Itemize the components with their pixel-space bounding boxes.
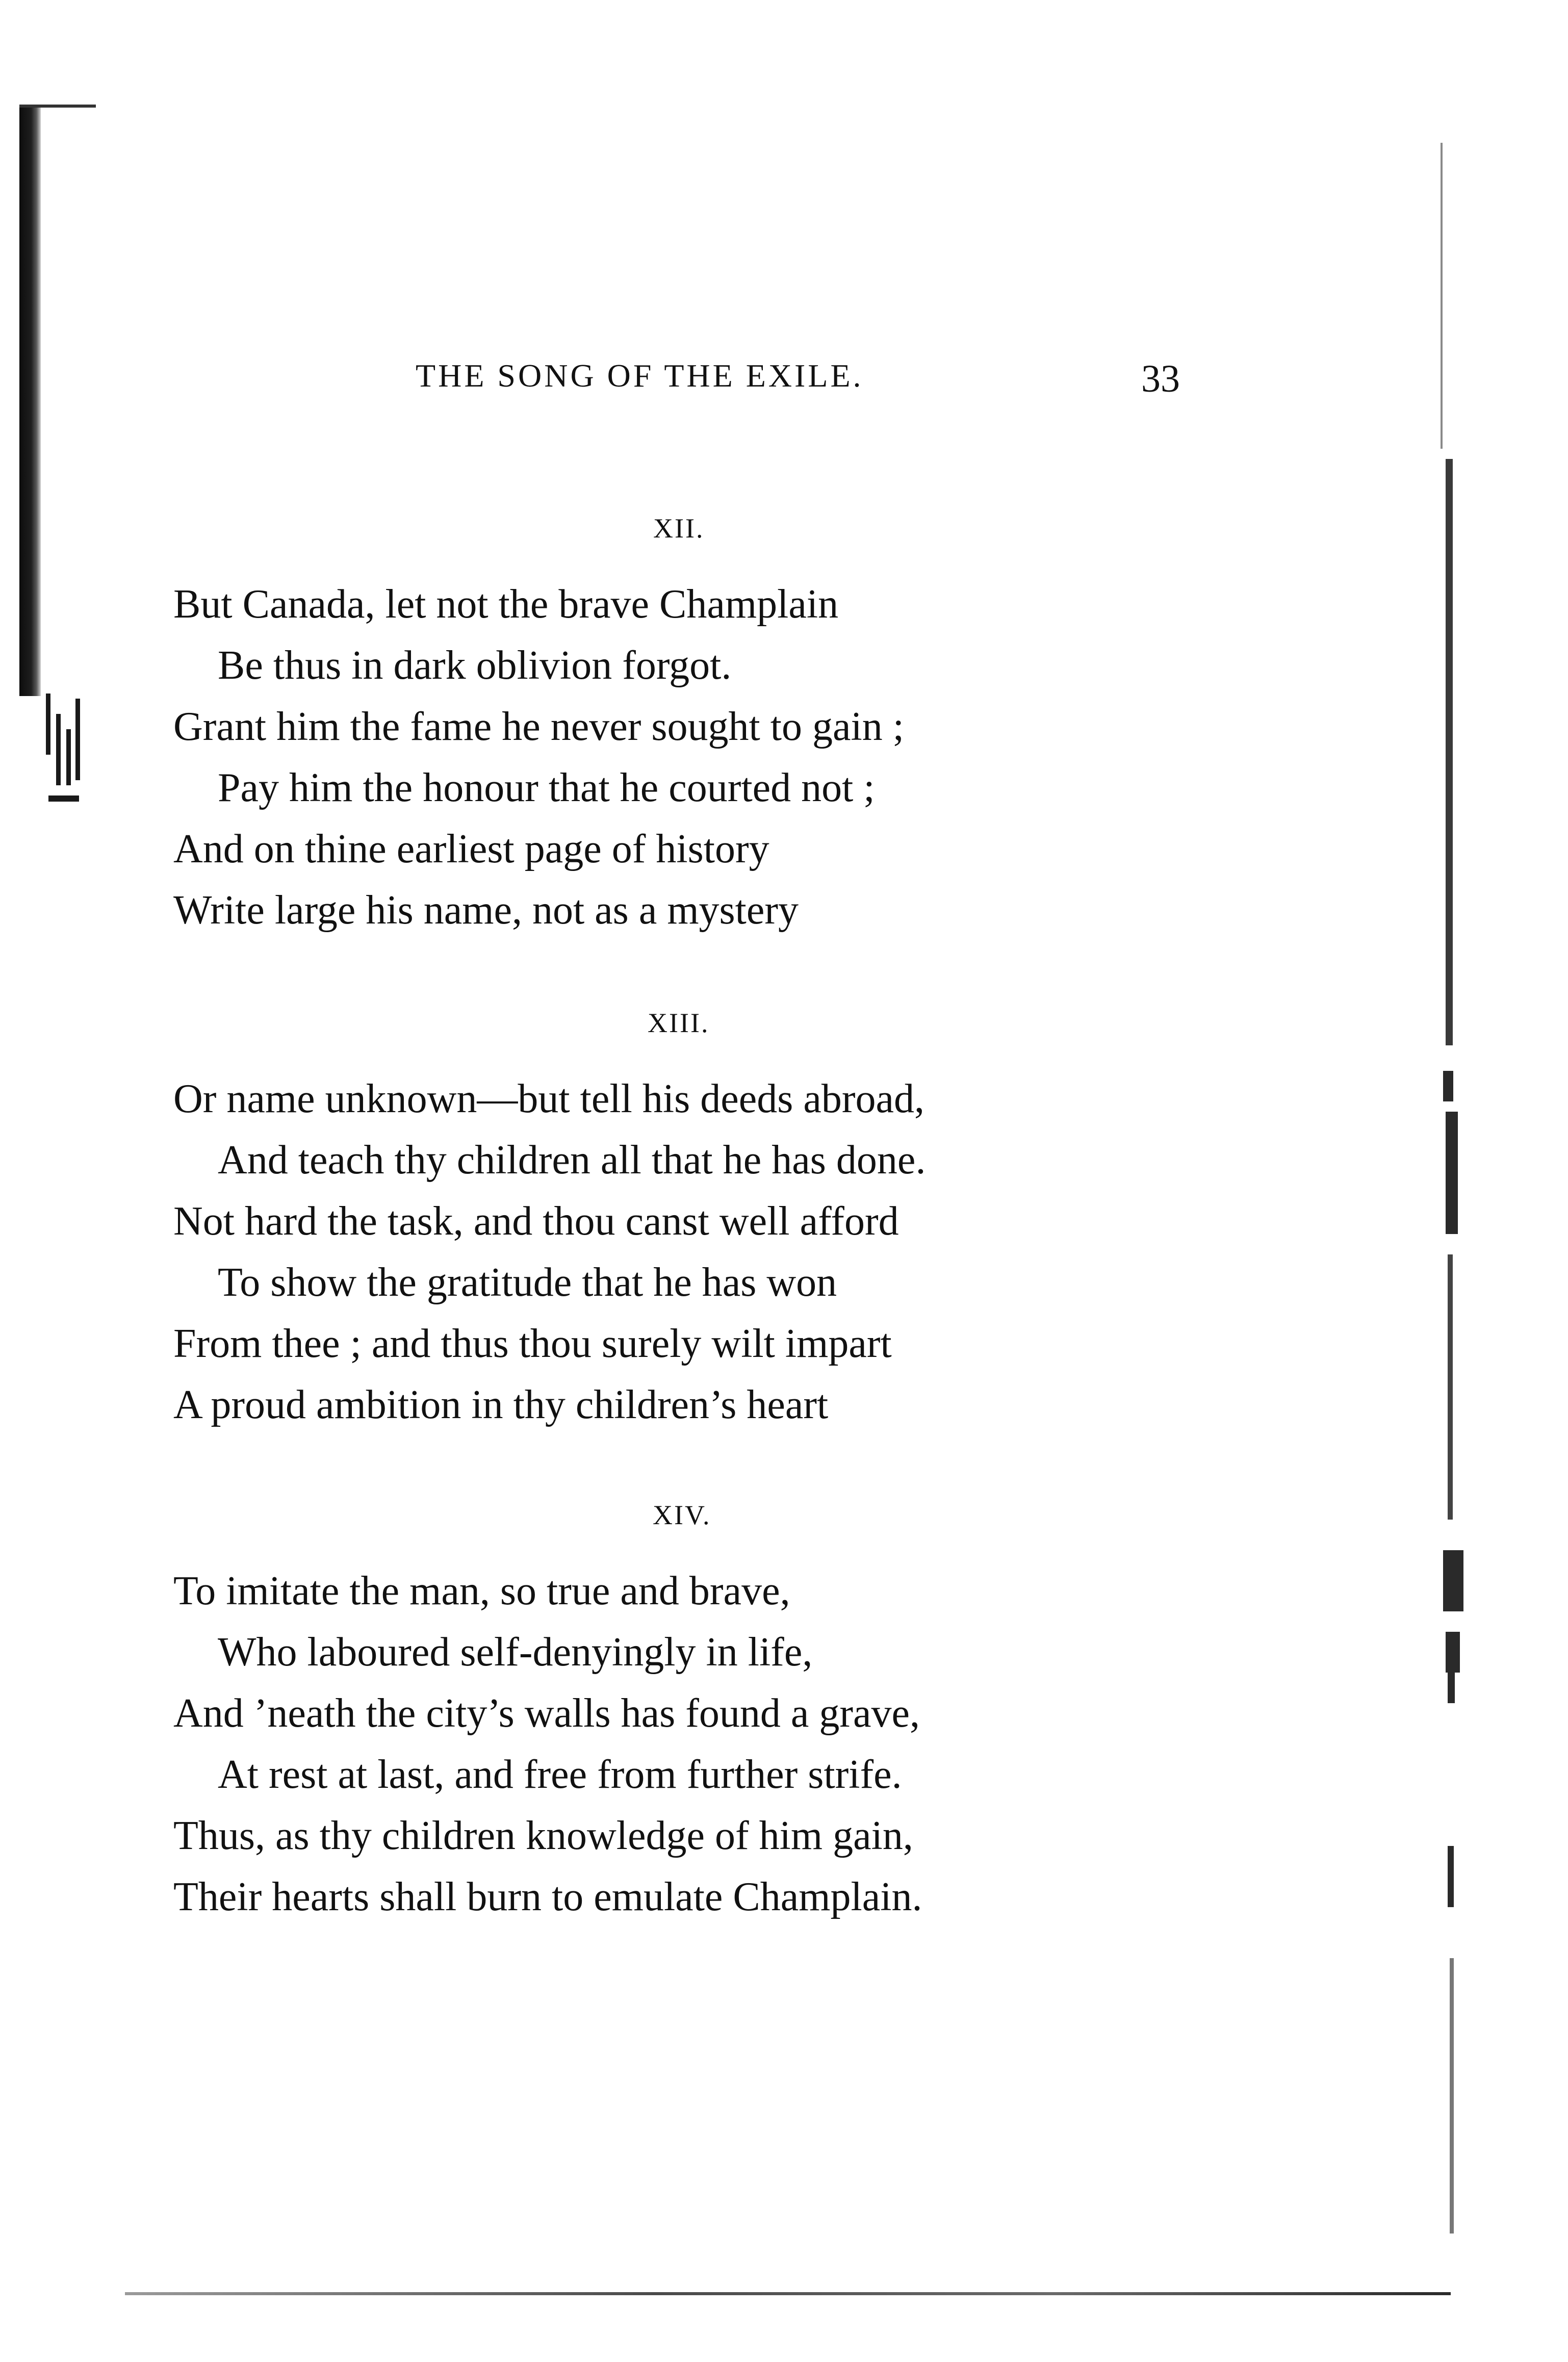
verse-line: Write large his name, not as a mystery <box>173 888 799 933</box>
verse-line: Who laboured self-denyingly in life, <box>218 1630 813 1675</box>
verse-line: A proud ambition in thy children’s heart <box>173 1382 829 1427</box>
verse-line: Their hearts shall burn to emulate Champlain. <box>173 1875 922 1919</box>
verse-line: And ’neath the city’s walls has found a grave, <box>173 1691 920 1736</box>
verse-line: Pay him the honour that he courted not ; <box>218 765 875 810</box>
stanza-numeral: XII. <box>653 513 705 544</box>
binding-shadow <box>19 105 41 696</box>
stanza-numeral: XIII. <box>648 1008 710 1038</box>
stanza-numeral: XIV. <box>653 1500 711 1530</box>
bottom-rule <box>125 2292 1451 2295</box>
verse-line: Not hard the task, and thou canst well afford <box>173 1199 899 1244</box>
verse-line: Be thus in dark oblivion forgot. <box>218 643 732 688</box>
verse-line: And teach thy children all that he has done. <box>218 1138 926 1183</box>
verse-line: From thee ; and thus thou surely wilt impart <box>173 1321 892 1366</box>
stanza-lines <box>173 1560 922 1928</box>
verse-line: And on thine earliest page of history <box>173 827 769 871</box>
page-number: 33 <box>1141 357 1180 400</box>
running-title: THE SONG OF THE EXILE. <box>416 357 864 394</box>
verse-line: Grant him the fame he never sought to gain ; <box>173 704 904 749</box>
verse-line: But Canada, let not the brave Champlain <box>173 582 839 627</box>
verse-line: To imitate the man, so true and brave, <box>173 1569 790 1613</box>
verse-line: To show the gratitude that he has won <box>218 1260 837 1305</box>
verse-line: Or name unknown—but tell his deeds abroad, <box>173 1076 925 1121</box>
verse-line: Thus, as thy children knowledge of him gain, <box>173 1813 913 1858</box>
page-edge-marks <box>1441 143 1469 2259</box>
stanza-lines <box>173 1068 926 1435</box>
binding-edge-line <box>19 105 96 108</box>
binding-marks <box>46 694 87 821</box>
verse-line: At rest at last, and free from further strife. <box>218 1752 902 1797</box>
stanza-lines <box>173 574 904 941</box>
